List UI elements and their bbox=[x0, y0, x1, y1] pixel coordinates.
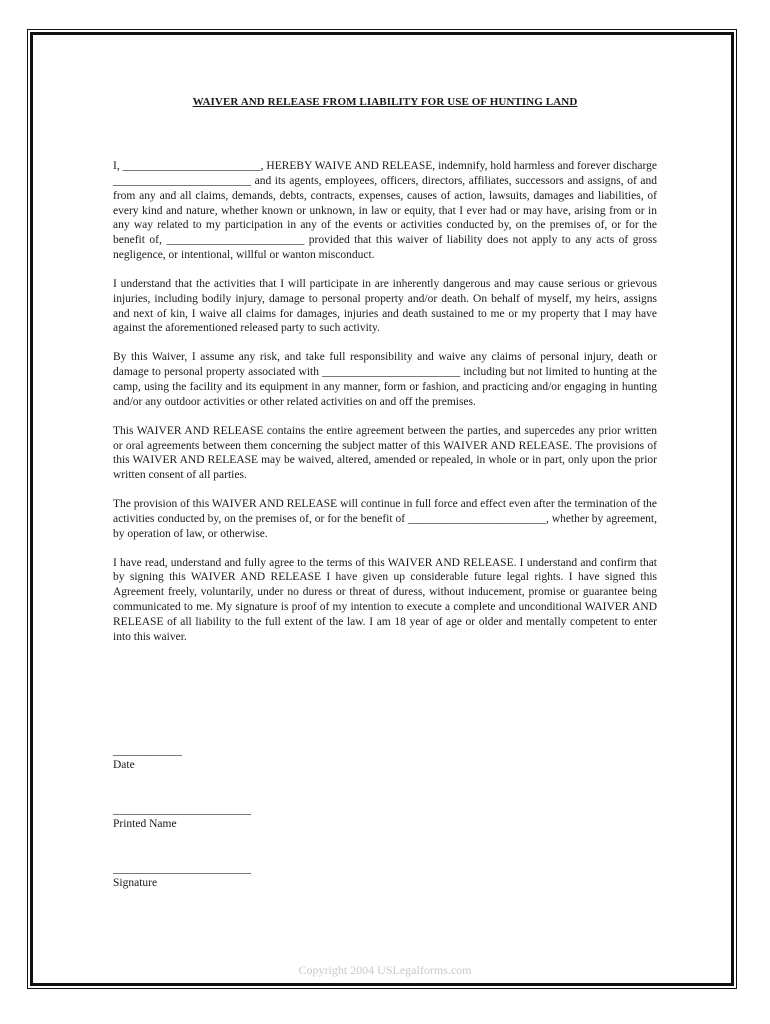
date-field[interactable] bbox=[113, 744, 182, 772]
printed-name-label: Printed Name bbox=[113, 818, 177, 830]
printed-name-field[interactable] bbox=[113, 803, 251, 831]
signature-field[interactable] bbox=[113, 862, 251, 890]
paragraph-release-clause: I, ________________________, HEREBY WAIVE AND RELEASE, indemnify, hold harmless and forever discharge ________________________ and its agents, employees, officers, directors, affiliates, successors and assigns, of and from any and all claims, demands, debts, contracts, expenses, causes of action, lawsuits, damages and liabilities, of every kind and nature, whether known or unknown, in law or equity, that I ever had or may have, arising from or in any way related to my participation in any of the events or activities conducted by, on the premises of, or for the benefit of, ________________________ provided that this waiver of liability does not apply to any acts of gross negligence, or intentional, willful or wanton misconduct. bbox=[113, 160, 657, 262]
paragraph-acknowledgement: I have read, understand and fully agree to the terms of this WAIVER AND RELEASE. I understand and confirm that by signing this WAIVER AND RELEASE I have given up considerable future legal rights. I have signed this Agreement freely, voluntarily, under no duress or threat of duress, without inducement, promise or guarantee being communicated to me. My signature is proof of my intention to execute a complete and unconditional WAIVER AND RELEASE of all liability to the full extent of the law. I am 18 year of age or older and mentally competent to enter into this waiver. bbox=[113, 556, 657, 643]
date-line[interactable]: ____________ bbox=[113, 745, 182, 757]
paragraph-inherent-danger: I understand that the activities that I will participate in are inherently dangerous and may cause serious or grievous injuries, including bodily injury, damage to personal property and/or death. On behalf of myself, my heirs, assigns and next of kin, I waive all claims for damages, injuries and death sustained to me or my property that I may have against the aforementioned released party to such activity. bbox=[113, 277, 657, 335]
paragraph-entire-agreement: This WAIVER AND RELEASE contains the entire agreement between the parties, and supercedes any prior written or oral agreements between them concerning the subject matter of this WAIVER AND RELEASE. The provisions of this WAIVER AND RELEASE may be waived, altered, amended or repealed, in whole or in part, only upon the prior written consent of all parties. bbox=[113, 424, 657, 482]
date-label: Date bbox=[113, 759, 135, 771]
printed-name-line[interactable]: ________________________ bbox=[113, 804, 251, 816]
document-body bbox=[113, 159, 657, 659]
paragraph-survival: The provision of this WAIVER AND RELEASE will continue in full force and effect even after the termination of the activities conducted by, on the premises of, or for the benefit of ________________________, whether by agreement, by operation of law, or otherwise. bbox=[113, 498, 657, 540]
document-title: WAIVER AND RELEASE FROM LIABILITY FOR USE OF HUNTING LAND bbox=[192, 96, 578, 108]
paragraph-assumption-of-risk: By this Waiver, I assume any risk, and take full responsibility and waive any claims of personal injury, death or damage to personal property associated with ________________________ including but not limited to hunting at the camp, using the facility and its equipment in any manner, form or fashion, and practicing and/or engaging in hunting and/or any outdoor activities or other related activities on and off the premises. bbox=[113, 351, 657, 408]
copyright-watermark: Copyright 2004 USLegalforms.com bbox=[298, 963, 472, 977]
signature-line[interactable]: ________________________ bbox=[113, 863, 251, 875]
signature-label: Signature bbox=[113, 877, 158, 889]
